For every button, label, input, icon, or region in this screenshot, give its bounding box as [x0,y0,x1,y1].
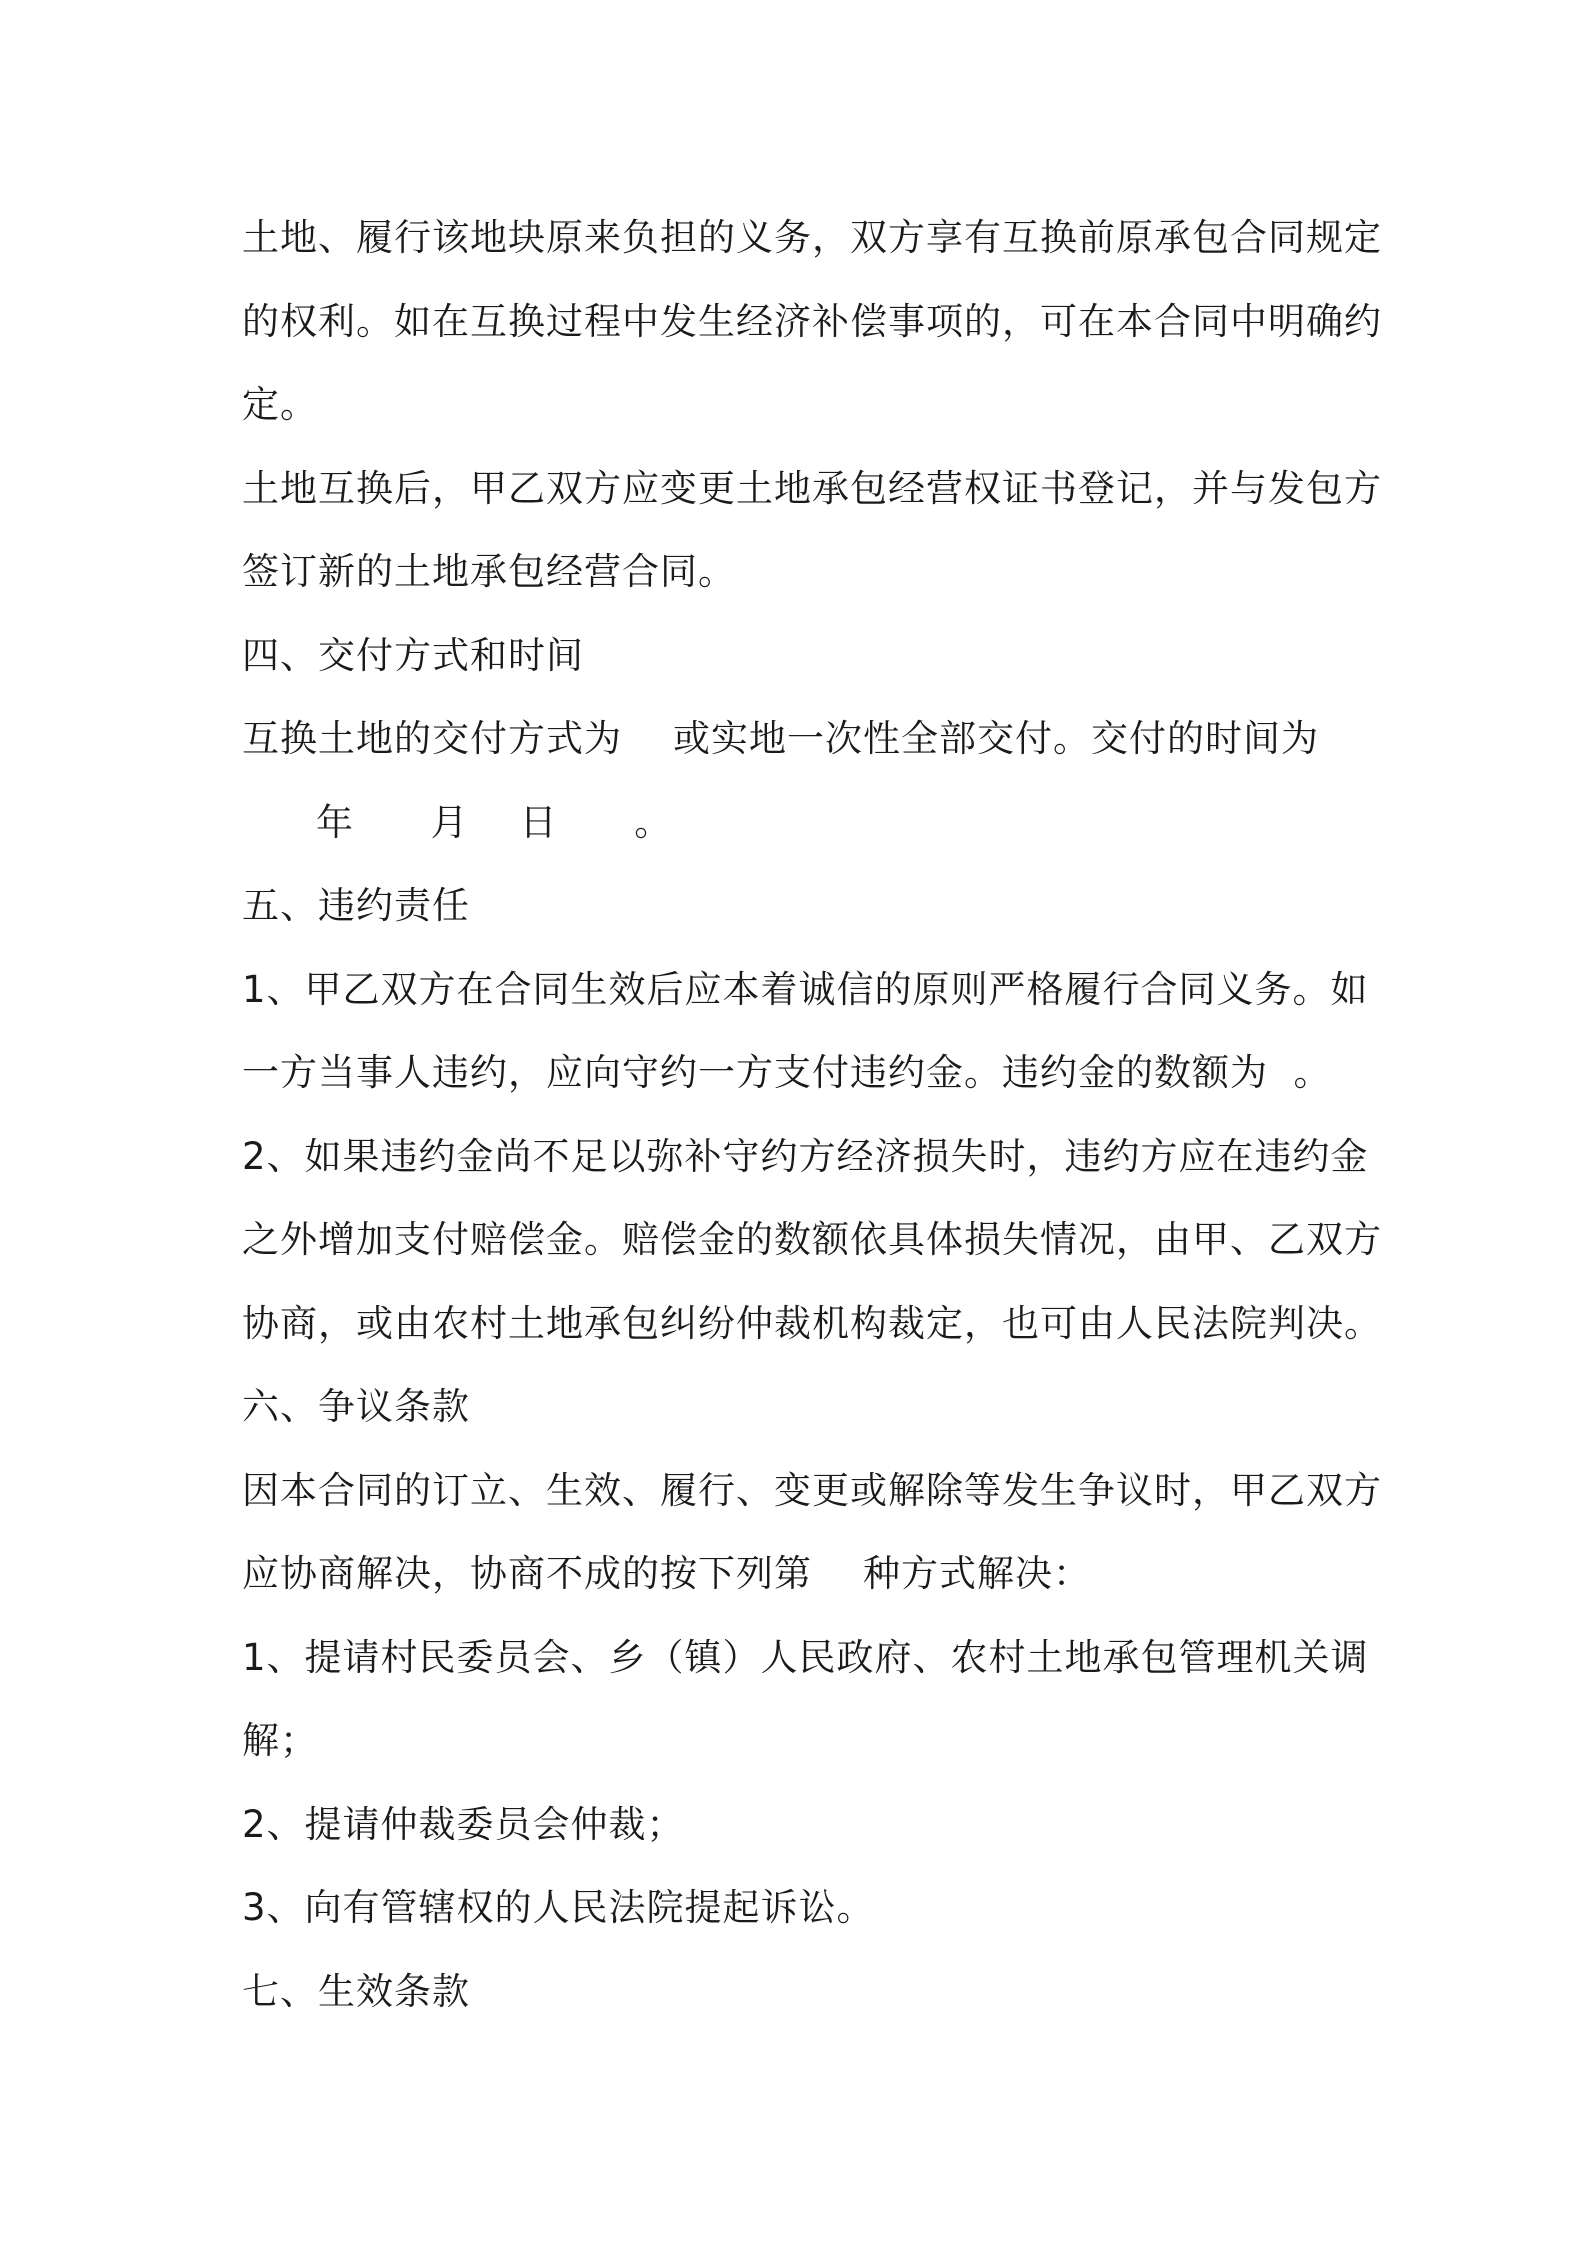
dispute-line: 因本合同的订立、生效、履行、变更或解除等发生争议时，甲乙双方 [242,1468,1382,1512]
paragraph-line: 签订新的土地承包经营合同。 [242,550,736,593]
date-end: 。 [634,800,673,844]
paragraph-line: 土地、履行该地块原来负担的义务，双方享有互换前原承包合同规定 [242,216,1382,259]
section-heading-delivery: 四、交付方式和时间 [242,633,584,677]
section-heading-breach: 五、违约责任 [242,884,470,927]
dispute-line: 1、提请村民委员会、乡（镇）人民政府、农村土地承包管理机关调 [242,1635,1369,1679]
breach-line: 之外增加支付赔偿金。赔偿金的数额依具体损失情况，由甲、乙双方 [242,1218,1382,1261]
breach-line: 2、如果违约金尚不足以弥补守约方经济损失时，违约方应在违约金 [242,1134,1369,1178]
date-month: 月 [430,800,469,844]
delivery-method-line: 互换土地的交付方式为 或实地一次性全部交付。交付的时间为 [242,717,1320,760]
dispute-line: 3、向有管辖权的人民法院提起诉讼。 [242,1886,875,1929]
breach-line: 1、甲乙双方在合同生效后应本着诚信的原则严格履行合同义务。如 [242,967,1369,1011]
paragraph-line: 土地互换后，甲乙双方应变更土地承包经营权证书登记，并与发包方 [242,466,1382,510]
dispute-line: 解； [242,1719,318,1762]
breach-line: 协商，或由农村土地承包纠纷仲裁机构裁定，也可由人民法院判决。 [242,1301,1382,1345]
dispute-line: 2、提请仲裁委员会仲裁； [242,1802,685,1846]
date-year: 年 [316,800,354,844]
section-heading-dispute: 六、争议条款 [242,1385,470,1428]
section-heading-effect: 七、生效条款 [242,1969,470,2013]
breach-line: 一方当事人违约，应向守约一方支付违约金。违约金的数额为 。 [242,1051,1332,1094]
paragraph-line: 定。 [242,383,318,426]
paragraph-line: 的权利。如在互换过程中发生经济补偿事项的，可在本合同中明确约 [242,299,1382,343]
delivery-date-line [242,781,1362,865]
dispute-line: 应协商解决，协商不成的按下列第 种方式解决： [242,1552,1092,1595]
date-day: 日 [519,800,558,844]
contract-body [242,196,1382,2033]
